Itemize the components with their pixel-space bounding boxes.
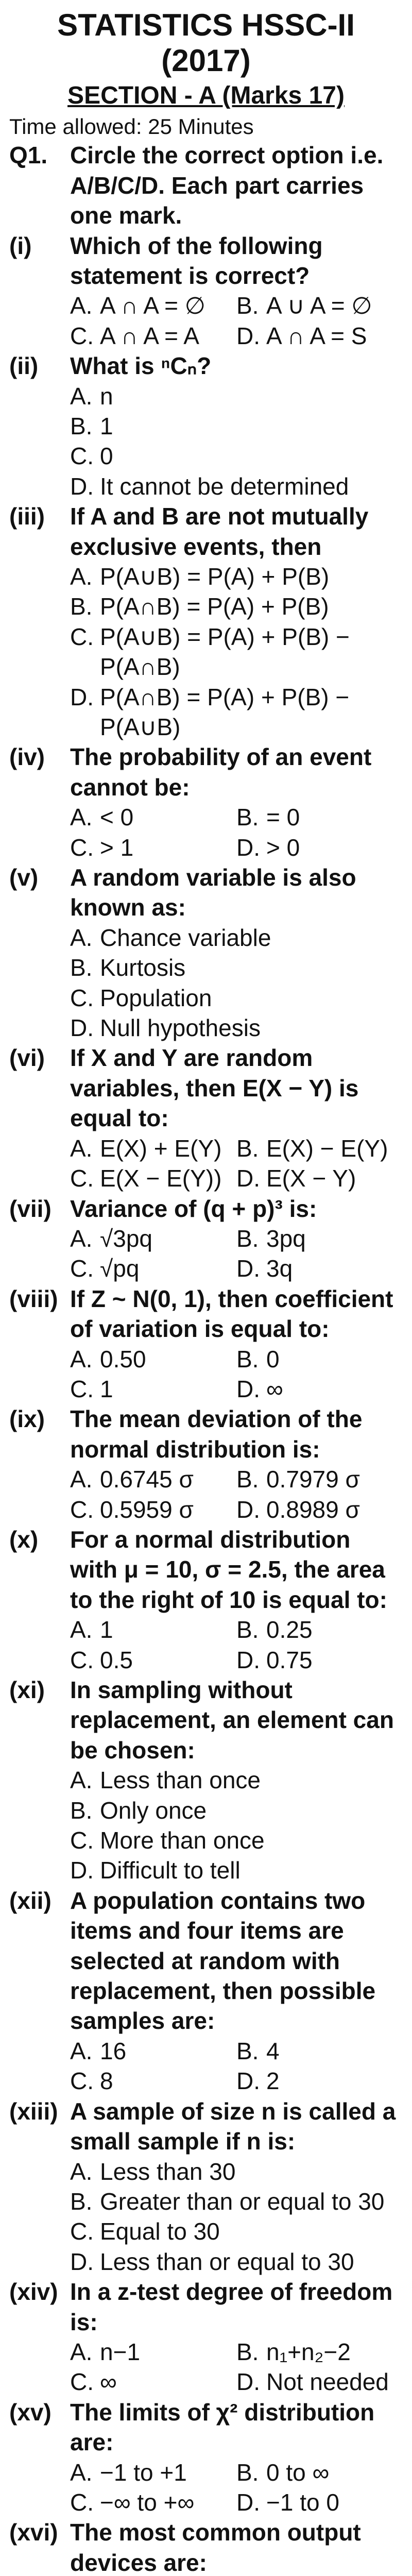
option-letter: A. xyxy=(70,1345,93,1372)
option-text: 0 to ∞ xyxy=(266,2459,330,2486)
question-text: If X and Y are random variables, then E(X − Y) is equal to: xyxy=(70,1044,359,1132)
answer-option[interactable] xyxy=(70,381,403,411)
option-text: 0.7979 σ xyxy=(266,1466,360,1493)
answer-option[interactable] xyxy=(236,1253,403,1283)
option-text: Kurtosis xyxy=(100,954,186,981)
option-list xyxy=(9,1615,403,1675)
question-number: (iii) xyxy=(9,503,45,530)
question-text: The probability of an event cannot be: xyxy=(70,743,372,801)
question-number: (viii) xyxy=(9,1285,58,1312)
option-text: 0.5959 σ xyxy=(100,1496,194,1523)
mcq-question xyxy=(9,351,403,381)
question-number: (iv) xyxy=(9,743,45,771)
answer-option[interactable] xyxy=(236,1374,403,1404)
option-text: 16 xyxy=(100,2037,127,2064)
option-list xyxy=(9,802,403,862)
option-letter: A. xyxy=(70,2158,93,2185)
option-letter: B. xyxy=(236,1466,259,1493)
q1-instruction: Q1. Circle the correct option i.e. A/B/C/D. Each part carries one mark. xyxy=(9,142,384,229)
option-list xyxy=(9,381,403,502)
mcq-question xyxy=(9,2517,403,2576)
option-text: 1 xyxy=(100,412,113,439)
answer-option[interactable] xyxy=(236,2066,403,2096)
answer-option[interactable] xyxy=(70,562,403,591)
question-number: (ix) xyxy=(9,1405,45,1433)
option-letter: C. xyxy=(70,834,94,861)
answer-option[interactable] xyxy=(70,591,403,621)
answer-option[interactable] xyxy=(70,321,236,351)
option-text: 0 xyxy=(100,443,113,470)
answer-option[interactable] xyxy=(70,1224,236,1253)
mcq-question xyxy=(9,1404,403,1464)
answer-option[interactable] xyxy=(70,2487,236,2517)
answer-option[interactable] xyxy=(70,1765,403,1795)
option-text: Less than or equal to 30 xyxy=(100,2248,354,2275)
option-letter: D. xyxy=(70,1857,94,1884)
answer-option[interactable] xyxy=(236,1344,403,1374)
question-text: If A and B are not mutually exclusive events, then xyxy=(70,503,369,560)
answer-option[interactable] xyxy=(70,2157,403,2187)
answer-option[interactable] xyxy=(70,2458,236,2487)
option-text: 0.25 xyxy=(266,1616,313,1643)
option-text: √3pq xyxy=(100,1225,152,1252)
option-letter: D. xyxy=(70,1014,94,1042)
option-text: > 0 xyxy=(266,834,300,861)
option-letter: A. xyxy=(70,563,93,590)
option-letter: D. xyxy=(236,1255,260,1282)
mcq-question xyxy=(9,2397,403,2458)
question-number: (xv) xyxy=(9,2398,52,2426)
question-number: (x) xyxy=(9,1526,39,1553)
answer-option[interactable] xyxy=(70,2337,236,2367)
option-letter: D. xyxy=(236,2488,260,2516)
option-text: Equal to 30 xyxy=(100,2218,220,2245)
q1-parts xyxy=(9,231,403,2576)
question-text: For a normal distribution with μ = 10, σ = 2.5, the area to the right of 10 is equal to: xyxy=(70,1526,387,1613)
option-text: Population xyxy=(100,984,212,1011)
option-letter: C. xyxy=(70,1646,94,1673)
option-letter: A. xyxy=(70,2459,93,2486)
answer-option[interactable] xyxy=(70,1133,236,1163)
option-list xyxy=(9,2157,403,2277)
answer-option[interactable] xyxy=(70,411,403,441)
option-letter: C. xyxy=(70,2488,94,2516)
option-letter: C. xyxy=(70,1496,94,1523)
option-text: It cannot be determined xyxy=(100,472,349,500)
answer-option[interactable] xyxy=(236,2036,403,2066)
paper-title: STATISTICS HSSC-II (2017) xyxy=(57,8,355,78)
answer-option[interactable] xyxy=(70,1855,403,1885)
question-number: (ii) xyxy=(9,352,39,380)
option-letter: C. xyxy=(70,984,94,1011)
answer-option[interactable] xyxy=(236,321,403,351)
option-text: Greater than or equal to 30 xyxy=(100,2188,385,2215)
answer-option[interactable] xyxy=(70,1013,403,1043)
question-text: If Z ~ N(0, 1), then coefficient of variation is equal to: xyxy=(70,1285,393,1343)
mcq-question xyxy=(9,1043,403,1133)
answer-option[interactable] xyxy=(70,2367,236,2397)
question-text: A population contains two items and four items are selected at random with replacement, then possible samples are: xyxy=(70,1887,376,2035)
answer-option[interactable] xyxy=(236,2367,403,2397)
answer-option[interactable] xyxy=(236,802,403,832)
option-list xyxy=(9,1765,403,1886)
option-list xyxy=(9,1344,403,1404)
option-letter: B. xyxy=(70,954,93,981)
mcq-question xyxy=(9,2277,403,2337)
option-list xyxy=(9,1224,403,1284)
answer-option[interactable] xyxy=(236,2458,403,2487)
option-text: E(X) + E(Y) xyxy=(100,1134,222,1162)
option-list xyxy=(9,291,403,351)
answer-option[interactable] xyxy=(236,1163,403,1193)
question-number: (xvi) xyxy=(9,2519,58,2546)
option-text: A ∩ A = A xyxy=(100,322,199,349)
answer-option[interactable] xyxy=(70,1795,403,1825)
option-text: Only once xyxy=(100,1797,207,1824)
answer-option[interactable] xyxy=(70,1464,236,1494)
option-letter: D. xyxy=(236,2368,260,2396)
option-letter: B. xyxy=(236,292,259,319)
option-text: Less than once xyxy=(100,1767,261,1794)
answer-option[interactable] xyxy=(70,2247,403,2277)
option-text: √pq xyxy=(100,1255,140,1282)
option-letter: C. xyxy=(70,1375,94,1402)
option-letter: A. xyxy=(70,1225,93,1252)
option-text: −1 to 0 xyxy=(266,2488,339,2516)
option-text: 3pq xyxy=(266,1225,306,1252)
option-letter: D. xyxy=(236,1496,260,1523)
answer-option[interactable] xyxy=(236,2337,403,2367)
option-list xyxy=(9,923,403,1043)
option-letter: B. xyxy=(70,593,93,620)
mcq-question xyxy=(9,231,403,291)
answer-option[interactable] xyxy=(236,1615,403,1645)
option-letter: A. xyxy=(70,2338,93,2365)
option-text: −∞ to +∞ xyxy=(100,2488,195,2516)
mcq-question xyxy=(9,1194,403,1224)
option-text: P(A∪B) = P(A) + P(B) − P(A∩B) xyxy=(100,623,350,681)
option-text: More than once xyxy=(100,1827,265,1854)
answer-option[interactable] xyxy=(70,1495,236,1524)
option-text: E(X) − E(Y) xyxy=(266,1134,388,1162)
mcq-question xyxy=(9,1675,403,1765)
option-text: n xyxy=(100,382,113,410)
option-letter: D. xyxy=(236,1375,260,1402)
option-letter: C. xyxy=(70,443,94,470)
option-text: 0 xyxy=(266,1345,280,1372)
option-list xyxy=(9,2337,403,2397)
question-text: Variance of (q + p)³ is: xyxy=(70,1195,317,1222)
question-text: Which of the following statement is correct? xyxy=(70,232,323,289)
mcq-question xyxy=(9,2096,403,2157)
option-list xyxy=(9,1133,403,1194)
option-text: n₁+n₂−2 xyxy=(266,2338,351,2365)
option-text: 1 xyxy=(100,1375,113,1402)
option-text: A ∩ A = S xyxy=(266,322,367,349)
question-text: The limits of χ² distribution are: xyxy=(70,2398,375,2456)
option-letter: C. xyxy=(70,1255,94,1282)
option-letter: B. xyxy=(236,2459,259,2486)
question-text: In sampling without replacement, an element can be chosen: xyxy=(70,1676,394,1764)
option-text: E(X − Y) xyxy=(266,1165,356,1192)
option-letter: B. xyxy=(70,1797,93,1824)
answer-option[interactable] xyxy=(70,1825,403,1855)
option-letter: A. xyxy=(70,2037,93,2064)
option-text: = 0 xyxy=(266,804,300,831)
option-text: P(A∩B) = P(A) + P(B) xyxy=(100,593,329,620)
answer-option[interactable] xyxy=(70,923,403,953)
answer-option[interactable] xyxy=(70,2066,236,2096)
answer-option[interactable] xyxy=(236,1224,403,1253)
option-text: ∞ xyxy=(266,1375,283,1402)
question-number: (vi) xyxy=(9,1044,45,1072)
answer-option[interactable] xyxy=(236,1645,403,1675)
answer-option[interactable] xyxy=(70,441,403,471)
option-letter: B. xyxy=(236,1134,259,1162)
mcq-question xyxy=(9,501,403,562)
option-letter: C. xyxy=(70,1165,94,1192)
question-text: The most common output devices are: xyxy=(70,2519,361,2576)
option-letter: C. xyxy=(70,322,94,349)
answer-option[interactable] xyxy=(70,802,236,832)
answer-option[interactable] xyxy=(236,2487,403,2517)
option-text: ∞ xyxy=(100,2368,117,2396)
option-letter: B. xyxy=(70,412,93,439)
option-letter: A. xyxy=(70,1466,93,1493)
answer-option[interactable] xyxy=(236,1464,403,1494)
answer-option[interactable] xyxy=(70,953,403,982)
answer-option[interactable] xyxy=(70,1615,236,1645)
answer-option[interactable] xyxy=(70,471,403,501)
option-letter: C. xyxy=(70,2368,94,2396)
option-text: 2 xyxy=(266,2067,280,2095)
answer-option[interactable] xyxy=(236,1495,403,1524)
option-letter: B. xyxy=(236,1345,259,1372)
option-letter: B. xyxy=(70,2188,93,2215)
question-text: The mean deviation of the normal distribution is: xyxy=(70,1405,363,1463)
option-text: A ∩ A = ∅ xyxy=(100,292,205,319)
answer-option[interactable] xyxy=(70,1253,236,1283)
question-number: (xi) xyxy=(9,1676,45,1703)
answer-option[interactable] xyxy=(70,983,403,1013)
answer-option[interactable] xyxy=(70,2216,403,2246)
answer-option[interactable] xyxy=(236,833,403,862)
option-text: Difficult to tell xyxy=(100,1857,241,1884)
option-letter: B. xyxy=(236,2338,259,2365)
answer-option[interactable] xyxy=(70,291,236,320)
question-number: (xii) xyxy=(9,1887,52,1914)
option-text: 0.5 xyxy=(100,1646,133,1673)
question-text: A sample of size n is called a small sample if n is: xyxy=(70,2097,396,2155)
option-letter: B. xyxy=(236,1225,259,1252)
answer-option[interactable] xyxy=(70,682,403,742)
option-letter: D. xyxy=(236,1646,260,1673)
option-letter: A. xyxy=(70,1767,93,1794)
question-text: In a z-test degree of freedom is: xyxy=(70,2278,393,2335)
option-text: 0.50 xyxy=(100,1345,146,1372)
time-allowed: Time allowed: 25 Minutes xyxy=(9,114,254,139)
option-text: 3q xyxy=(266,1255,293,1282)
option-text: 8 xyxy=(100,2067,113,2095)
option-text: 0.8989 σ xyxy=(266,1496,360,1523)
answer-option[interactable] xyxy=(70,2187,403,2216)
option-text: 0.75 xyxy=(266,1646,313,1673)
option-letter: D. xyxy=(70,2248,94,2275)
question-number: (v) xyxy=(9,864,39,891)
option-list xyxy=(9,2458,403,2518)
mcq-question xyxy=(9,1886,403,2036)
answer-option[interactable] xyxy=(70,1374,236,1404)
section-a-heading: SECTION - A (Marks 17) xyxy=(67,82,345,109)
option-letter: A. xyxy=(70,292,93,319)
option-text: 1 xyxy=(100,1616,113,1643)
option-letter: A. xyxy=(70,924,93,951)
option-letter: D. xyxy=(236,322,260,349)
option-list xyxy=(9,2036,403,2096)
answer-option[interactable] xyxy=(70,1645,236,1675)
option-letter: A. xyxy=(70,1134,93,1162)
option-letter: B. xyxy=(236,804,259,831)
option-text: −1 to +1 xyxy=(100,2459,187,2486)
option-letter: D. xyxy=(236,2067,260,2095)
answer-option[interactable] xyxy=(236,291,403,320)
option-letter: D. xyxy=(236,1165,260,1192)
option-letter: D. xyxy=(70,683,94,710)
question-number: (i) xyxy=(9,232,32,259)
option-letter: B. xyxy=(236,1616,259,1643)
option-letter: A. xyxy=(70,382,93,410)
option-text: 4 xyxy=(266,2037,280,2064)
option-letter: A. xyxy=(70,1616,93,1643)
option-text: Null hypothesis xyxy=(100,1014,261,1042)
question-text: What is ⁿCₙ? xyxy=(70,352,212,380)
mcq-question xyxy=(9,1284,403,1344)
option-letter: C. xyxy=(70,623,94,650)
question-number: (xiv) xyxy=(9,2278,58,2306)
option-text: > 1 xyxy=(100,834,134,861)
option-text: P(A∪B) = P(A) + P(B) xyxy=(100,563,330,590)
option-letter: C. xyxy=(70,1827,94,1854)
mcq-question xyxy=(9,862,403,923)
answer-option[interactable] xyxy=(70,622,403,682)
question-number: (vii) xyxy=(9,1195,52,1222)
question-text: A random variable is also known as: xyxy=(70,864,356,921)
option-text: A ∪ A = ∅ xyxy=(266,292,372,319)
option-letter: A. xyxy=(70,804,93,831)
answer-option[interactable] xyxy=(70,1163,236,1193)
option-letter: D. xyxy=(70,472,94,500)
mcq-question xyxy=(9,1524,403,1615)
question-number: (xiii) xyxy=(9,2097,58,2125)
option-letter: C. xyxy=(70,2218,94,2245)
option-text: n−1 xyxy=(100,2338,141,2365)
option-text: Not needed xyxy=(266,2368,389,2396)
option-letter: D. xyxy=(236,834,260,861)
answer-option[interactable] xyxy=(70,1344,236,1374)
answer-option[interactable] xyxy=(70,2036,236,2066)
option-list xyxy=(9,1464,403,1524)
option-list xyxy=(9,562,403,742)
option-letter: C. xyxy=(70,2067,94,2095)
mcq-question xyxy=(9,742,403,802)
option-text: 0.6745 σ xyxy=(100,1466,194,1493)
answer-option[interactable] xyxy=(236,1133,403,1163)
option-text: Chance variable xyxy=(100,924,271,951)
option-text: E(X − E(Y)) xyxy=(100,1165,222,1192)
answer-option[interactable] xyxy=(70,833,236,862)
option-text: < 0 xyxy=(100,804,134,831)
option-text: Less than 30 xyxy=(100,2158,236,2185)
option-text: P(A∩B) = P(A) + P(B) − P(A∪B) xyxy=(100,683,350,740)
option-letter: B. xyxy=(236,2037,259,2064)
